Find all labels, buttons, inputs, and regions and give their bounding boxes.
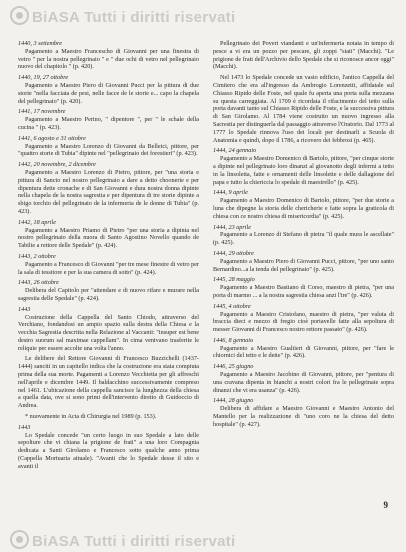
document-entry xyxy=(213,74,394,144)
entry-text: Nel 1473 lo Spedale concede un vasto edificio, l'antico Cappella del Cimitero che era all'ingresso da Ambrogio Lorenzetti, affidatale sul Chiasso Ripido delle Foste, nel quale fu aperta una porta sulla mezzana su questa carreggiata. Al 1709 è ricordata il rifacimento del tetto sulla porta davanti tanto sul Chiasso Ripido delle Foste, e la successiva pittura di San Girolamo. Al 1784 viene costruito un nuovo ingresso alla Sacrestia per distinguerla dal passaggio attraverso l'Oratorio. Dal 1773 al 1777 lo Spedale rinnova l'uso dei locali per destinarli a Scuola di Anatomia e quindi, dopo il 1786, a ricovero dei febbrosi (p. 465). xyxy=(213,74,394,144)
entry-date: 1442, 18 aprile xyxy=(18,218,56,226)
entry-text: Pagamento a Maestro Gualtieri di Giovanni, pittore, per "fare le chiornici del tetto e le dette" (p. 426). xyxy=(213,344,394,360)
entry-text: Le delibere del Rettore Giovanni di Francesco Buzzichelli (1437-1444) sanciti in un capitello indica che la costruzione era stata compiuta prima della sua morte. Pagamenti a Lorenzo Vecchietta per gli affreschi nell'aprile e dicembre 1449. Il baldacchino successivamente compreso nel 1461. L'ubicazione della cappella sancisce la lunghezza della chiesa a quella data, ove si sono primi dell'intervento diretto di Guidoccio di Andrea. xyxy=(18,355,199,410)
watermark-bottom xyxy=(10,530,236,550)
document-entry xyxy=(213,337,394,360)
entry-date: 1443 xyxy=(18,423,31,431)
entry-date: 1446, 8 gennaio xyxy=(213,336,254,344)
entry-date: 1444, 24 gennaio xyxy=(213,147,257,155)
entry-date: 1440, 3 settembre xyxy=(18,40,62,47)
entry-date: 1444, 29 ottobre xyxy=(213,249,254,257)
entry-text: Costruzione della Cappella del Santo Chiodo, attraverso del Verchiano, fondandosi un ampio spazio sulla destra della Chiesa e la vecchia Sagrestia descritta nella Relazione al Vaccanti: "insuper est bene destro suorum sal maximae cappellam". In cima venivano trasferite le reliquie per essere accolte una volta l'anno. xyxy=(18,313,199,352)
document-entry xyxy=(18,306,199,353)
biasa-logo-icon xyxy=(10,6,29,25)
document-entry xyxy=(213,250,394,273)
entry-text: Pellegrinaio dei Poveri viandanti e un'infermeria notata in tempo di pesce a vi era un pozzo per pescare, gli zoppi "stati" (Macchi). "Le prigione de frati dell'Archivio dello Spedale che si riconosce ancor oggi" (Macchi). xyxy=(213,40,394,71)
document-entry xyxy=(18,219,199,250)
document-entry xyxy=(213,363,394,394)
document-entry xyxy=(18,424,199,471)
entry-text: Pagamento a Maestro Lorenzo di Giovanni da Belleici, pittore, per "quattro storie di Tubia" dipinte nel "pellegrinaio dei forestieri" (p. 423). xyxy=(18,142,199,158)
document-entry xyxy=(18,74,199,105)
entry-date: 1444, 9 aprile xyxy=(213,189,248,197)
entry-text: Pagamento a Maestro Cristofano, maestro di pietra, "per valuta di braccia dieci e mezzo di fregio cioè portavelle fatte alla sepoltura di messer Giovanni di Francesco nostro rettore passato" (p. 426). xyxy=(213,310,394,334)
document-entry xyxy=(18,108,199,131)
page-number: 9 xyxy=(383,500,388,510)
entry-text: Delibera del Capitolo per "attendare e di nuovo rifare e murare nella sagrestia delle Spedale" (p. 424). xyxy=(18,287,199,302)
document-entry xyxy=(213,303,394,334)
entry-date: 1446, 25 giugno xyxy=(213,363,254,371)
entry-text: Delibera di affidare a Maestro Giovanni e Maestro Antonio del Mantello per la realizzazione di "uno coro ne la chiesa del detto hospitale" (p. 427). xyxy=(213,405,394,428)
entry-text: Pagamento a Lorenzo di Stefano di pietra "il quale mura le ascellate" (p. 425). xyxy=(213,231,394,247)
entry-date: 1440, 19, 27 ottobre xyxy=(18,74,69,82)
right-column xyxy=(213,40,394,525)
document-entry xyxy=(18,40,199,71)
watermark-top xyxy=(10,6,236,26)
entry-date: 1445, 4 ottobre xyxy=(213,302,251,310)
entry-text: Pagamento a Maestro Jacobino di Giovanni, pittore, per "pentura di una cravana dipenta in bianchi a nostri colori fra le pellegrinaie sopra dinanzi che vi era usanza" (p. 426). xyxy=(213,371,394,394)
document-entry xyxy=(213,224,394,247)
entry-date: 1442, 20 novembre, 2 dicembre xyxy=(18,161,96,169)
document-entry xyxy=(18,135,199,158)
document-entry xyxy=(213,189,394,220)
entry-text: Pagamento a Maestro Perino, " dipentore ", per " le schale della cucina " (p. 423). xyxy=(18,116,199,131)
entry-text: Pagamento a Maestro Piero di Giovanni Pucci per la pittura di due storie "nella facciata de pesi, nelle facce de le storie e... capo la chapela del pellegrinaio" (p. 420). xyxy=(18,81,199,105)
document-entry xyxy=(18,279,199,302)
document-entry xyxy=(213,276,394,299)
entry-date: 1441, 17 novembre xyxy=(18,108,66,116)
entry-text: Pagamento a Maestro Domenico di Bartolo, pittore, "per cinque storie a dipinte nel pellegrinaio loro dinanzi al giovanotto degli infermi a tetto in la linsoletta, fatte e ornamenti delle linsolette e delle dallagione del papa e tutto la chiericcia lo spedale di maestrello" (p. 425). xyxy=(213,155,394,186)
entry-text: Pagamento a Maestro Domenico di Bartolo, pittore, "per due storie a luna che dipegne la storia delle chericherie e fatte sopra la graticola di chiesa con ce nostro chiesa di misericordia" (p. 425). xyxy=(213,197,394,220)
document-entry xyxy=(18,161,199,216)
entry-date: 1443 xyxy=(18,305,31,313)
entry-date: 1443, 2 ottobre xyxy=(18,252,56,260)
text-columns xyxy=(18,40,394,525)
entry-text: Pagamento a Maestro Bastiano di Corso, maestro di pietra, "per una porta di marmo ... a la nostra sagrestia chiesa anzi l'ire" (p. 426). xyxy=(213,284,394,299)
document-entry xyxy=(18,253,199,276)
document-entry xyxy=(18,413,199,421)
entry-date: 1444, 23 aprile xyxy=(213,223,251,231)
entry-date: 1444, 28 giugno xyxy=(213,397,254,405)
document-entry xyxy=(213,397,394,428)
entry-text: Pagamento a Francesco di Giovanni "per tre mese finestre di vetro per la sala di tessitore e per la sua camera di sotto" (p. 424). xyxy=(18,260,199,276)
watermark-text: BiASA Tutti i diritti riservati xyxy=(32,9,236,26)
entry-date: 1443, 26 ottobre xyxy=(18,279,59,287)
entry-text: * nuovamente in Acta di Chirurgia nel 1989 (p. 153). xyxy=(25,413,157,421)
left-column xyxy=(18,40,199,525)
entry-date: 1445, 28 maggio xyxy=(213,276,255,284)
entry-date: 1441, 6 agosto e 31 ottobre xyxy=(18,134,86,142)
entry-text: Pagamento a Maestro Piero di Giovanni Pucci, pittore, "per uno santo Bernardino...a la tenda del pellegrinaio" (p. 425). xyxy=(213,257,394,273)
entry-text: Lo Spedale concede "un certo luogo in suo Spedale a lato delle sepolture che vi chiana la prigione de frati" a una loro Compagnia dedicata a Santi Girolamo e Francesco sotto qualche anno prima (Cappella Mortuaria attuale). "Avanti che lo Spedale desse il sito e avanti il xyxy=(18,431,199,470)
watermark-text: BiASA Tutti i diritti riservati xyxy=(32,533,236,550)
biasa-logo-icon xyxy=(10,530,29,549)
entry-text: Pagamento a Maestro Francescho di Giovanni per una finestra di vetro " per la nostra pellegrinaio " e " due ochi di vetro nel pellegrinaio nuovo del chapitolo " (p. 420). xyxy=(18,47,199,71)
document-entry xyxy=(213,147,394,186)
document-entry xyxy=(18,355,199,410)
document-entry xyxy=(213,40,394,71)
entry-text: Pagamento a Maestro Lorenzo di Pietro, pittore, per "una storia e pittura di Sancto nel nostro pellegrinaio a dare a detto choonerie e per dipentura dette cronache e di San Giovanni e dura nostra donna dipinte nella chapela de la nostra sagrestia e per dipentura di tre storie dipinte a sbigo torchio del pellegrinaio de la infermeria de le donne di Tubia" (p. 423). xyxy=(18,168,199,215)
entry-text: Pagamento a Maestro Priamo di Pietro "per una storia a dipinta nel nostro pellegrinaio della nuora di Santo Agostino Novello quando de Tabilte a rettore delle Spedale" (p. 424). xyxy=(18,226,199,250)
